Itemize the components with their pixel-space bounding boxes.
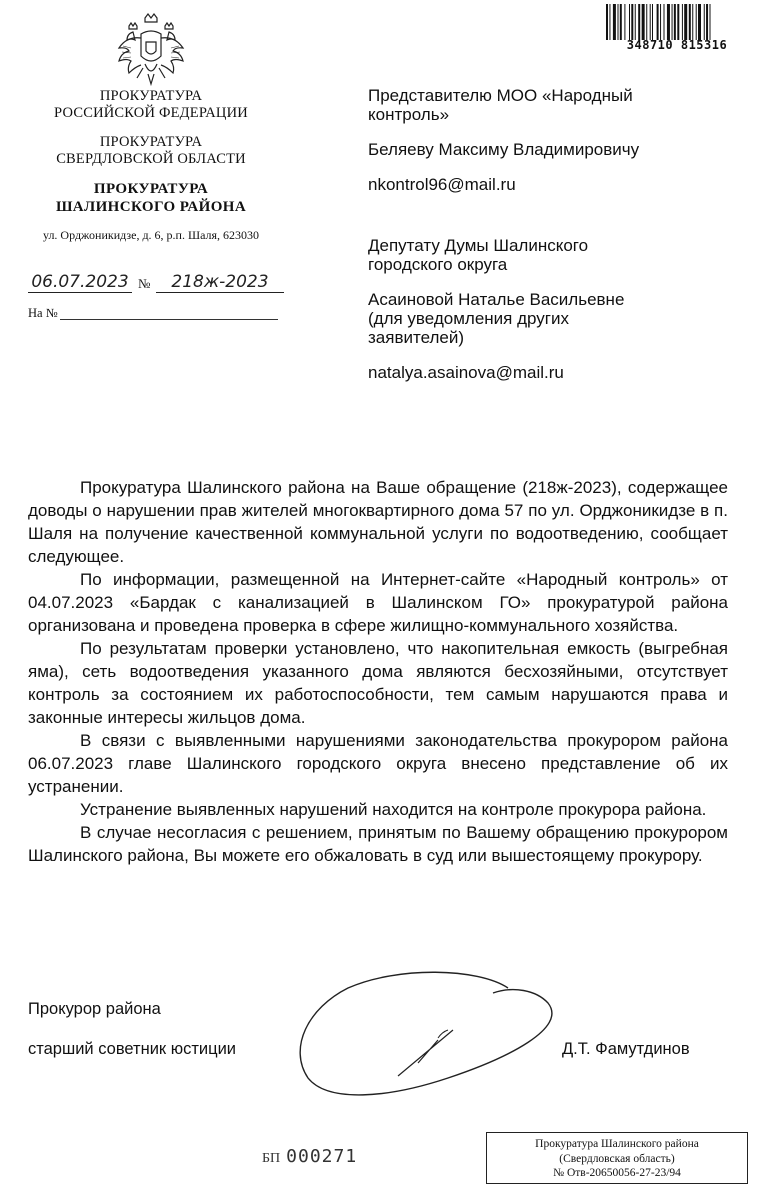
number-label: № (138, 276, 151, 291)
stamp-line-2: (Свердловская область) (559, 1152, 675, 1165)
barcode-bar (629, 4, 630, 40)
barcode-bar (657, 4, 659, 40)
barcode-bar (710, 4, 711, 40)
recipient-1-line-2: контроль» (368, 105, 450, 124)
recipient-2-line-2: городского округа (368, 255, 508, 274)
barcode-bar (698, 4, 701, 40)
paragraph-5: Устранение выявленных нарушений находится на контроле прокурора района. (80, 800, 707, 819)
form-serial-number (262, 1146, 357, 1167)
recipient-2-name: Асаиновой Наталье Васильевне (368, 290, 625, 309)
recipient-2-email: natalya.asainova@mail.ru (368, 363, 564, 382)
paragraph-6: В случае несогласия с решением, принятым по Вашему обращению прокурором Шалинского района, Вы можете его обжаловать в суд или вышестоящему прокурору. (28, 823, 728, 865)
barcode-bar (706, 4, 708, 40)
coat-of-arms-icon (115, 12, 187, 88)
reference-line (28, 306, 278, 324)
signatory-name: Д.Т. Фамутдинов (562, 1040, 690, 1058)
paragraph-1: Прокуратура Шалинского района на Ваше обращение (218ж-2023), содержащее доводы о нарушении прав жителей многоквартирного дома 57 по ул. Орджоникидзе в п. Шаля на получение качественной коммунальной услуги по водоотведению, сообщает следующее. (28, 478, 728, 566)
letter-body (28, 476, 728, 867)
barcode-bars (606, 4, 744, 40)
barcode-bar (650, 4, 651, 40)
barcode-bar (613, 4, 616, 40)
recipients-block (368, 86, 748, 398)
barcode-bar (620, 4, 622, 40)
barcode-bar (624, 4, 625, 40)
barcode-bar (682, 4, 683, 40)
barcode-bar (692, 4, 693, 40)
barcode-bar (646, 4, 647, 40)
recipient-1-name: Беляеву Максиму Владимировичу (368, 140, 640, 159)
barcode-bar (606, 4, 608, 40)
signatory-rank: старший советник юстиции (28, 1040, 237, 1058)
recipient-1-email: nkontrol96@mail.ru (368, 175, 516, 194)
paragraph-2: По информации, размещенной на Интернет-сайте «Народный контроль» от 04.07.2023 «Бардак с канализацией в Шалинском ГО» прокуратурой района организована и проведена проверка в сфере жилищно-коммунального хозяйства. (28, 570, 728, 635)
org-line-3: ПРОКУРАТУРА (99, 134, 203, 150)
registration-line (28, 270, 288, 296)
stamp-line-1: Прокуратура Шалинского района (535, 1138, 699, 1150)
paragraph-4: В связи с выявленными нарушениями законодательства прокурором района 06.07.2023 главе Шалинского городского округа внесено представление об их устранении. (28, 731, 728, 796)
barcode-bar (667, 4, 670, 40)
sender-header (20, 88, 282, 243)
recipient-2-line-1: Депутату Думы Шалинского (368, 236, 589, 255)
barcode-bar (674, 4, 676, 40)
barcode-bar (609, 4, 610, 40)
barcode-bar (635, 4, 636, 40)
org-line-4: СВЕРДЛОВСКОЙ ОБЛАСТИ (56, 151, 246, 167)
barcode-bar (672, 4, 673, 40)
barcode-bar (660, 4, 661, 40)
registration-date: 06.07.2023 (28, 272, 132, 293)
recipient-1-line-1: Представителю МОО «Народный (368, 86, 633, 105)
org-line-2: РОССИЙСКОЙ ФЕДЕРАЦИИ (54, 105, 248, 121)
barcode-bar (652, 4, 653, 40)
barcode-number: 348710 815316 (626, 38, 728, 52)
barcode-bar (704, 4, 705, 40)
barcode-bar (696, 4, 697, 40)
barcode-bar (664, 4, 665, 40)
org-line-5: ПРОКУРАТУРА (93, 181, 209, 197)
recipient-2-note-1: (для уведомления других (368, 309, 569, 328)
stamp-line-3: № Отв-20650056-27-23/94 (553, 1167, 681, 1179)
org-line-1: ПРОКУРАТУРА (99, 88, 203, 104)
barcode-bar (684, 4, 687, 40)
barcode-bar (618, 4, 619, 40)
outgoing-stamp (486, 1132, 748, 1184)
barcode (600, 4, 750, 54)
registration-number: 218ж-2023 (156, 272, 284, 293)
barcode-bar (631, 4, 633, 40)
barcode-bar (642, 4, 645, 40)
form-serial-value: 000271 (286, 1146, 358, 1167)
barcode-bar (638, 4, 640, 40)
sender-address: ул. Орджоникидзе, д. 6, р.п. Шаля, 623030 (42, 228, 260, 242)
form-serial-prefix: БП (262, 1151, 281, 1166)
barcode-bar (677, 4, 679, 40)
signatory-title: Прокурор района (28, 1000, 161, 1018)
recipient-2-note-2: заявителей) (368, 328, 464, 347)
org-line-6: ШАЛИНСКОГО РАЙОНА (55, 199, 247, 215)
paragraph-3: По результатам проверки установлено, что накопительная емкость (выгребная яма), сеть водоотведения указанного дома являются бесхозяйными, отсутствует контроль за состоянием их работоспособности, тем самым нарушаются права и законные интересы жильцов дома. (28, 639, 728, 727)
barcode-bar (689, 4, 691, 40)
reference-label: На № (28, 306, 58, 320)
handwritten-signature (278, 958, 578, 1106)
reference-rule (60, 319, 278, 320)
